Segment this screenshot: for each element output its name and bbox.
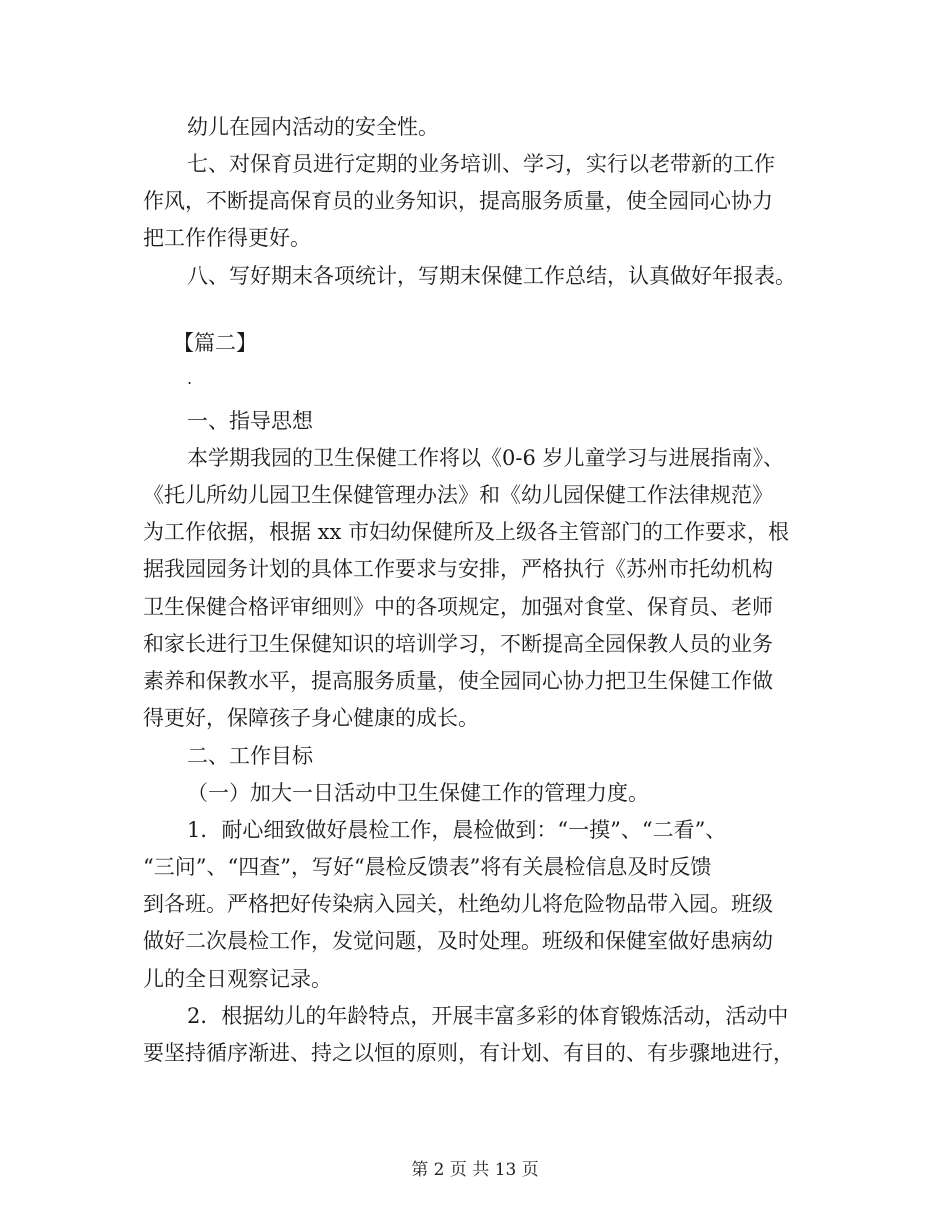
body-line: 本学期我园的卫生保健工作将以《0-6 岁儿童学习与进展指南》、 <box>187 446 784 470</box>
body-line: 《托儿所幼儿园卫生保健管理办法》和《幼儿园保健工作法律规范》 <box>143 483 773 507</box>
body-line: 七、对保育员进行定期的业务培训、学习，实行以老带新的工作 <box>187 152 775 176</box>
body-line: 要坚持循序渐进、持之以恒的原则，有计划、有目的、有步骤地进行， <box>143 1041 794 1065</box>
body-line: （一）加大一日活动中卫生保健工作的管理力度。 <box>187 781 649 805</box>
body-line: 幼儿在园内活动的安全性。 <box>187 115 439 139</box>
body-line: 据我园园务计划的具体工作要求与安排，严格执行《苏州市托幼机构 <box>143 557 773 581</box>
body-line: 2．根据幼儿的年龄特点，开展丰富多彩的体育锻炼活动，活动中 <box>187 1004 789 1028</box>
body-line: 到各班。严格把好传染病入园关，杜绝幼儿将危险物品带入园。班级 <box>143 892 773 916</box>
page-footer: 第 2 页 共 13 页 <box>411 1160 539 1180</box>
body-line: 做好二次晨检工作，发觉问题，及时处理。班级和保健室做好患病幼 <box>143 929 773 953</box>
body-line: 儿的全日观察记录。 <box>143 967 332 991</box>
body-line: 和家长进行卫生保健知识的培训学习，不断提高全园保教人员的业务 <box>143 632 773 656</box>
section-heading: 【篇二】 <box>173 331 257 355</box>
body-line: 八、写好期末各项统计，写期末保健工作总结，认真做好年报表。 <box>187 264 796 288</box>
subheading: 一、指导思想 <box>187 409 313 433</box>
body-line: 为工作依据，根据 xx 市妇幼保健所及上级各主管部门的工作要求，根 <box>143 520 790 544</box>
body-line: 卫生保健合格评审细则》中的各项规定，加强对食堂、保育员、老师 <box>143 595 773 619</box>
body-line: 作风，不断提高保育员的业务知识，提高服务质量，使全园同心协力 <box>143 189 773 213</box>
body-line: 把工作作得更好。 <box>143 226 311 250</box>
body-line: “三问”、“四查”，写好“晨检反馈表”将有关晨检信息及时反馈 <box>143 855 712 879</box>
separator-dot: . <box>187 369 193 388</box>
body-line: 1．耐心细致做好晨检工作，晨检做到：“一摸”、“二看”、 <box>187 818 727 842</box>
subheading: 二、工作目标 <box>187 744 313 768</box>
body-line: 素养和保教水平，提高服务质量，使全园同心协力把卫生保健工作做 <box>143 669 773 693</box>
body-line: 得更好，保障孩子身心健康的成长。 <box>143 706 479 730</box>
